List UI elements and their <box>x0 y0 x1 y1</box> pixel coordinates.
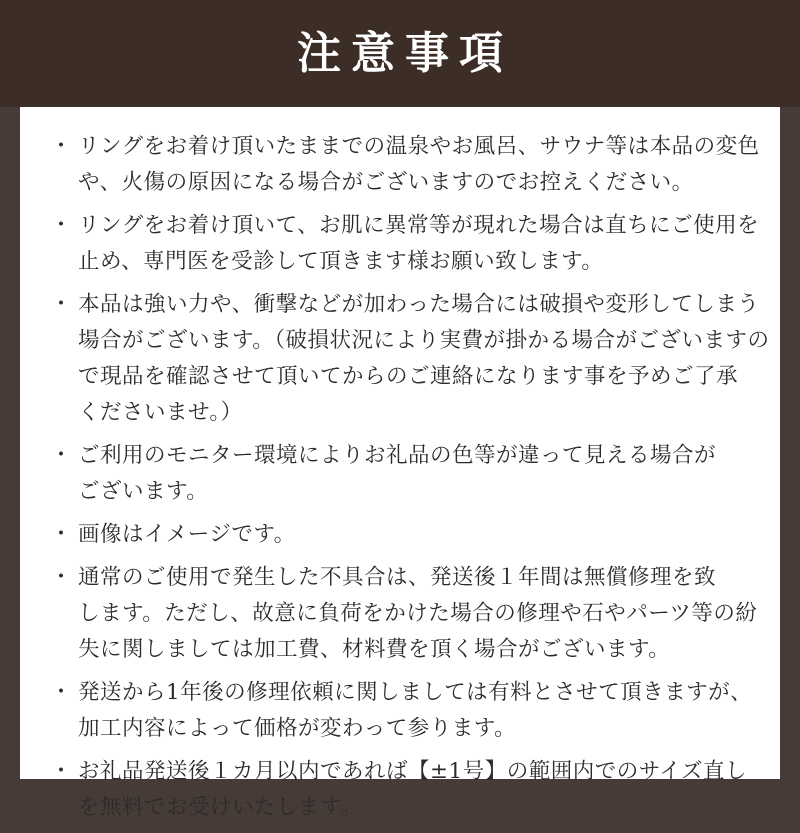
note-item <box>44 208 774 280</box>
note-item <box>44 560 774 668</box>
note-text: 発送から1年後の修理依頼に関しましては有料とさせて頂きますが、 加工内容によって価格が変わって参ります。 <box>78 680 753 741</box>
note-text: お礼品発送後１カ月以内であれば【±1号】の範囲内でのサイズ直し を無料でお受けいたします。 <box>78 759 747 820</box>
note-text: ご利用のモニター環境によりお礼品の色等が違って見える場合が ございます。 <box>78 443 717 504</box>
bullet-mark: ・ <box>50 292 72 317</box>
note-text: 通常のご使用で発生した不具合は、発送後１年間は無償修理を致 します。ただし、故意に負荷をかけた場合の修理や石やパーツ等の紛 失に関しましては加工費、材料費を頂く場合がございます。 <box>78 565 758 662</box>
note-text: 本品は強い力や、衝撃などが加わった場合には破損や変形してしまう 場合がございます。（破損状況により実費が掛かる場合がございますの で現品を確認させて頂いてからのご連絡になります事を予めご了承 くださいませ。） <box>78 292 770 425</box>
bullet-mark: ・ <box>50 443 72 468</box>
bullet-mark: ・ <box>50 759 72 784</box>
note-item <box>44 129 774 201</box>
note-text: 画像はイメージです。 <box>78 522 296 547</box>
bullet-mark: ・ <box>50 680 72 705</box>
note-item <box>44 438 774 510</box>
bullet-mark: ・ <box>50 134 72 159</box>
notes-list <box>44 129 774 833</box>
note-text: リングをお着け頂いたままでの温泉やお風呂、サウナ等は本品の変色 や、火傷の原因になる場合がございますのでお控えください。 <box>78 134 760 195</box>
page-title: 注意事項 <box>297 27 513 79</box>
note-text: リングをお着け頂いて、お肌に異常等が現れた場合は直ちにご使用を 止め、専門医を受診して頂きます様お願い致します。 <box>78 213 760 274</box>
bullet-mark: ・ <box>50 522 72 547</box>
note-item <box>44 675 774 747</box>
bullet-mark: ・ <box>50 565 72 590</box>
header-banner <box>0 0 800 107</box>
bullet-mark: ・ <box>50 213 72 238</box>
notes-panel <box>20 107 780 820</box>
note-item <box>44 517 774 553</box>
note-item <box>44 754 774 826</box>
note-item <box>44 287 774 431</box>
